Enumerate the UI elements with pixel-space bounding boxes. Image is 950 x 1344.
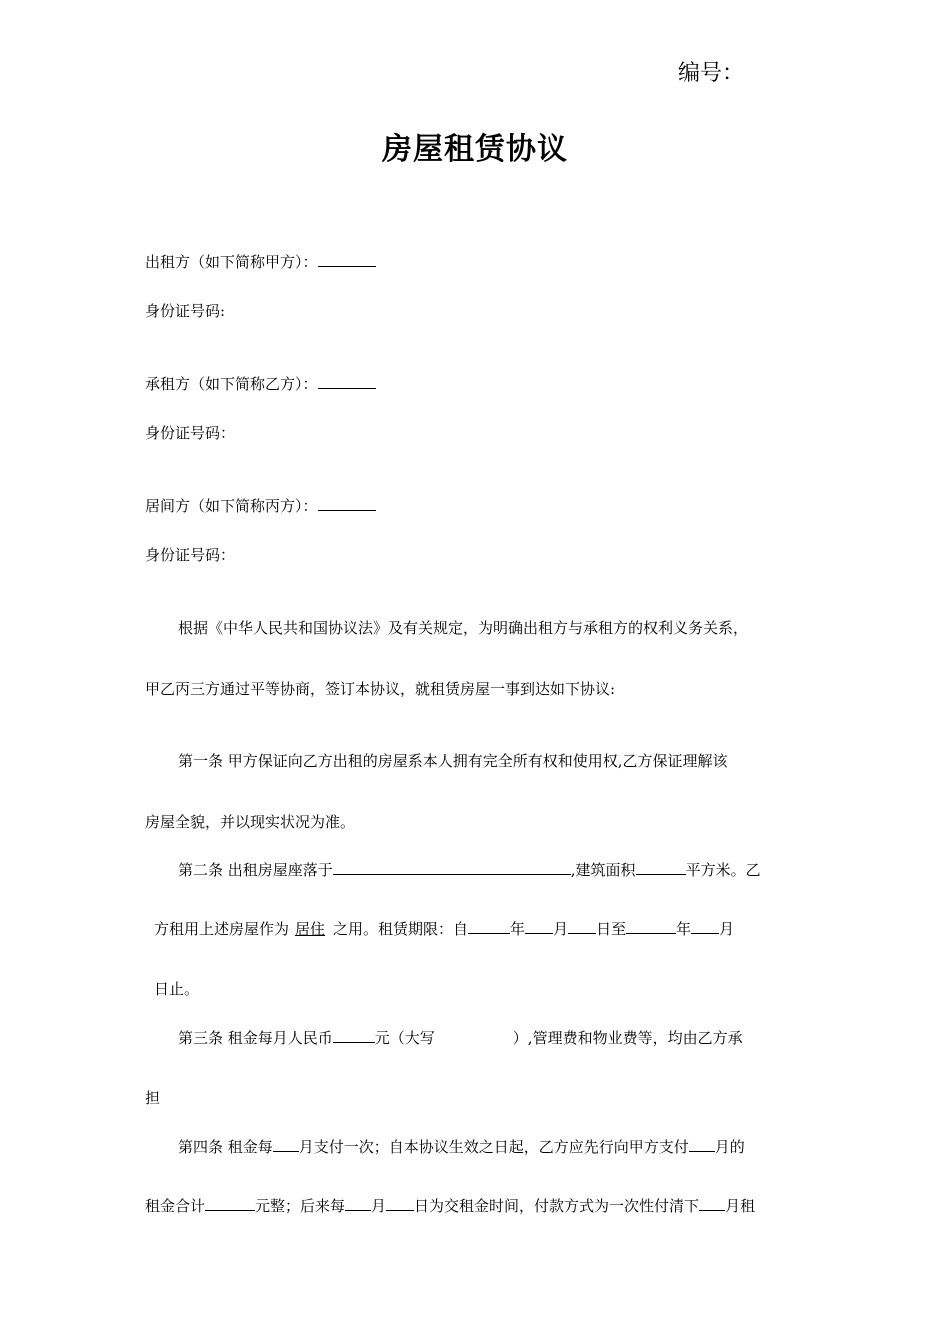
- lessor-line: [145, 252, 376, 272]
- end-month-blank[interactable]: [691, 919, 719, 934]
- end-month-label: 月: [719, 920, 735, 938]
- intermediary-blank[interactable]: [318, 496, 376, 511]
- article3-line-1: [178, 1028, 743, 1048]
- article4-month-label: 月: [371, 1197, 387, 1215]
- prepay-months-blank[interactable]: [699, 1196, 725, 1211]
- area-blank[interactable]: [636, 860, 686, 875]
- article2-area-label: ,建筑面积: [570, 861, 636, 879]
- article3-fees-label: ）,管理费和物业费等，均由乙方承: [512, 1029, 743, 1047]
- lessor-id-label: 身份证号码:: [145, 302, 226, 320]
- day-to-label: 日至: [596, 920, 627, 938]
- article3-rent-label: 第三条 租金每月人民币: [178, 1029, 333, 1047]
- intermediary-line: [145, 496, 376, 516]
- due-day-blank[interactable]: [386, 1196, 414, 1211]
- article4-period-label: 第四条 租金每: [178, 1138, 273, 1156]
- article4-line-1: [178, 1137, 745, 1157]
- lessee-id-label: 身份证号码：: [145, 424, 236, 442]
- article2-line-3: [154, 979, 199, 999]
- article4-months-label: 月的: [714, 1138, 745, 1156]
- location-blank[interactable]: [333, 860, 571, 875]
- article2-unit-label: 平方米。乙: [685, 861, 761, 879]
- advance-months-blank[interactable]: [689, 1137, 715, 1152]
- article4-payment-method-label: 日为交租金时间，付款方式为一次性付清下: [414, 1197, 700, 1215]
- article4-line-2: [145, 1196, 755, 1216]
- start-day-blank[interactable]: [568, 919, 596, 934]
- article2-line-1: [178, 860, 761, 880]
- article2-use-label: 方租用上述房屋作为: [154, 920, 290, 938]
- due-month-blank[interactable]: [345, 1196, 371, 1211]
- intermediary-id-label: 身份证号码：: [145, 546, 236, 564]
- article3-capital-label: 元（大写: [374, 1029, 435, 1047]
- end-year-label: 年: [676, 920, 692, 938]
- article4-rent-label: 月租: [725, 1197, 756, 1215]
- lessee-label: 承租方（如下简称乙方）：: [145, 375, 318, 393]
- article4-advance-label: 月支付一次；自本协议生效之日起，乙方应先行向甲方支付: [298, 1138, 689, 1156]
- end-day-label: 日止。: [154, 980, 200, 998]
- article2-line-2: [154, 919, 734, 939]
- preamble-line-1: 根据《中华人民共和国协议法》及有关规定，为明确出租方与承租方的权利义务关系，: [178, 619, 749, 637]
- lessor-blank[interactable]: [318, 252, 376, 267]
- article2-term-label: 之用。租赁期限：自: [333, 920, 469, 938]
- total-amount-blank[interactable]: [205, 1196, 255, 1211]
- end-year-blank[interactable]: [626, 919, 676, 934]
- article1-line-1: 第一条 甲方保证向乙方出租的房屋系本人拥有完全所有权和使用权,乙方保证理解该: [178, 752, 728, 770]
- document-number-label: 编号：: [678, 61, 745, 86]
- lessee-line: [145, 374, 376, 394]
- article3-line-2: 担: [145, 1089, 161, 1107]
- start-year-blank[interactable]: [468, 919, 510, 934]
- month-label: 月: [553, 920, 569, 938]
- payment-period-blank[interactable]: [273, 1137, 299, 1152]
- intermediary-label: 居间方（如下简称丙方）：: [145, 497, 318, 515]
- lessor-label: 出租方（如下简称甲方）：: [145, 253, 318, 271]
- preamble-line-2: 甲乙丙三方通过平等协商，签订本协议，就租赁房屋一事到达如下协议:: [145, 680, 616, 698]
- article1-line-2: 房屋全貌，并以现实状况为准。: [145, 813, 356, 831]
- usage-value: 居住: [295, 920, 326, 938]
- article2-location-label: 第二条 出租房屋座落于: [178, 861, 333, 879]
- rent-amount-blank[interactable]: [333, 1028, 375, 1043]
- document-title: 房屋租赁协议: [382, 132, 568, 167]
- year-label: 年: [510, 920, 526, 938]
- start-month-blank[interactable]: [525, 919, 553, 934]
- lessee-blank[interactable]: [318, 374, 376, 389]
- article4-every-label: 元整；后来每: [255, 1197, 346, 1215]
- article4-total-label: 租金合计: [145, 1197, 206, 1215]
